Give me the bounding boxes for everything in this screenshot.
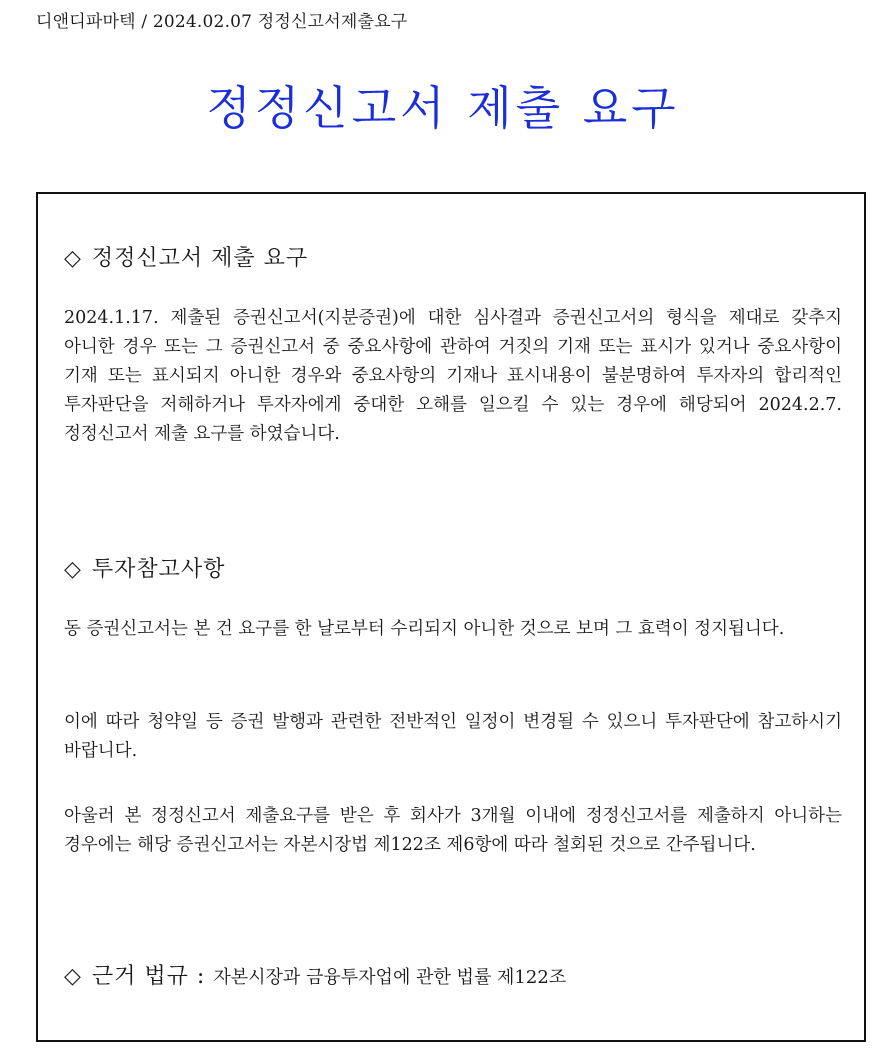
section-heading-label: 근거 법규 : (91, 964, 206, 989)
correction-request-paragraph: 2024.1.17. 제출된 증권신고서(지분증권)에 대한 심사결과 증권신고서의 형식을 제대로 갖추지 아니한 경우 또는 그 증권신고서 중 중요사항에 관하여 거짓의 기재 또는 표시가 있거나 중요사항이 기재 또는 표시되지 아니한 경우와 중요사항의 기재나 표시내용이 불분명하여 투자자의 합리적인 투자판단을 저해하거나 투자자에게 중대한 오해를 일으킬 수 있는 경우에 해당되어 2024.2.7. 정정신고서 제출 요구를 하였습니다. (64, 308, 842, 444)
diamond-icon: ◇ (64, 557, 82, 582)
investment-notes-paragraph-2: 이에 따라 청약일 등 증권 발행과 관련한 전반적인 일정이 변경될 수 있으니 투자판단에 참고하시기 바랍니다. (64, 712, 842, 761)
section-heading-label: 정정신고서 제출 요구 (91, 246, 309, 271)
section-heading-investment-notes (64, 555, 225, 585)
document-header: 디앤디파마텍 / 2024.02.07 정정신고서제출요구 (36, 12, 408, 32)
page-title: 정정신고서 제출 요구 (206, 81, 680, 135)
section-heading-label: 투자참고사항 (91, 557, 226, 582)
diamond-icon: ◇ (64, 964, 82, 989)
investment-notes-paragraph-1: 동 증권신고서는 본 건 요구를 한 날로부터 수리되지 아니한 것으로 보며 그 효력이 정지됩니다. (64, 619, 785, 639)
section-heading-correction-request (64, 244, 308, 274)
legal-basis-text: 자본시장과 금융투자업에 관한 법률 제122조 (213, 967, 567, 988)
section-heading-legal-basis (64, 962, 566, 993)
investment-notes-paragraph-3: 아울러 본 정정신고서 제출요구를 받은 후 회사가 3개월 이내에 정정신고서를 제출하지 아니하는 경우에는 해당 증권신고서는 자본시장법 제122조 제6항에 따라 철회된 것으로 간주됩니다. (64, 806, 842, 855)
notice-box (36, 192, 866, 1042)
diamond-icon: ◇ (64, 246, 82, 271)
